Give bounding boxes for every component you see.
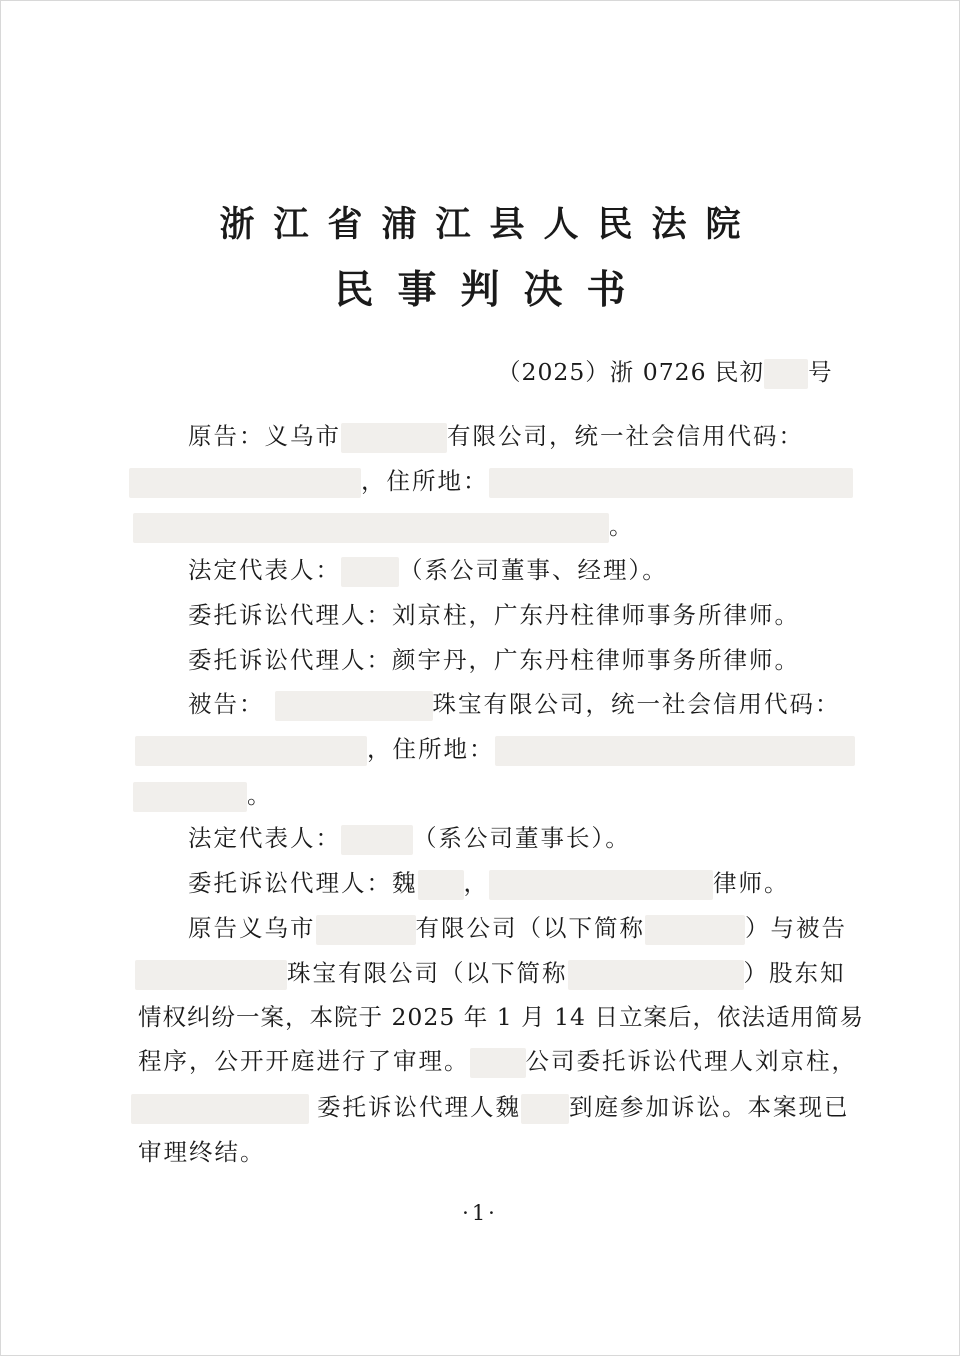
redaction (131, 1094, 309, 1124)
case-number (497, 354, 833, 390)
redaction (418, 870, 464, 900)
defendant-agent-label: 委托诉讼代理人：魏 (188, 869, 418, 897)
body-line-4 (138, 1043, 857, 1079)
defendant-address-label: ，住所地： (367, 735, 495, 763)
plaintiff-address-label: ，住所地： (361, 467, 489, 495)
redaction (489, 468, 853, 498)
redaction (341, 825, 413, 855)
plaintiff-agent-2: 委托诉讼代理人：颜宇丹，广东丹柱律师事务所律师。 (188, 646, 800, 674)
court-name: 浙江省浦江县人民法院 (219, 204, 760, 245)
plaintiff-company-suffix: 有限公司，统一社会信用代码： (447, 422, 804, 450)
body-line-2 (135, 955, 846, 991)
redaction (470, 1048, 526, 1078)
redaction (316, 915, 416, 945)
defendant-agent-sep: ， (463, 869, 489, 897)
plaintiff-address-cont (133, 508, 633, 544)
page-number: ·1· (462, 1201, 498, 1225)
redaction (489, 870, 713, 900)
plaintiff-label: 原告： (188, 422, 265, 450)
plaintiff-rep-label: 法定代表人： (188, 556, 341, 584)
redaction (568, 960, 744, 990)
redaction (341, 557, 399, 587)
defendant-rep-label: 法定代表人： (188, 824, 341, 852)
defendant-rep-role: （系公司董事长）。 (413, 824, 631, 852)
defendant-address-line (135, 731, 855, 767)
plaintiff-agent-1: 委托诉讼代理人：刘京柱，广东丹柱律师事务所律师。 (188, 601, 800, 629)
defendant-address-cont (133, 777, 271, 813)
defendant-label: 被告： (188, 690, 265, 718)
redaction (495, 736, 855, 766)
body-line-3: 情权纠纷一案，本院于 2025 年 1 月 14 日立案后，依法适用简易 (138, 1003, 864, 1031)
plaintiff-line (188, 418, 804, 454)
redaction (275, 691, 433, 721)
body-line-6: 审理终结。 (138, 1138, 266, 1166)
body-text: 珠宝有限公司（以下简称 (287, 959, 568, 987)
redaction (129, 468, 361, 498)
plaintiff-rep-role: （系公司董事、经理）。 (399, 556, 668, 584)
plaintiff-city: 义乌市 (264, 422, 341, 450)
body-line-5 (131, 1089, 850, 1125)
body-text: 公司委托诉讼代理人刘京柱， (525, 1047, 857, 1075)
defendant-agent-end: 律师。 (713, 869, 790, 897)
case-number-prefix: （2025）浙 0726 民初 (497, 358, 765, 386)
body-text: ）股东知 (743, 959, 846, 987)
redaction (135, 960, 287, 990)
case-number-suffix: 号 (808, 358, 833, 386)
defendant-rep-line (188, 820, 631, 856)
redaction (341, 423, 447, 453)
document-type: 民事判决书 (334, 267, 650, 313)
redaction (133, 513, 609, 543)
body-text: 有限公司（以下简称 (415, 914, 645, 942)
redaction (764, 359, 808, 389)
defendant-address-end: 。 (247, 781, 271, 809)
plaintiff-address-line (129, 463, 853, 499)
redaction (645, 915, 745, 945)
body-text: ）与被告 (745, 914, 847, 942)
body-text: 委托诉讼代理人魏 (317, 1093, 521, 1121)
defendant-agent-line (188, 865, 790, 901)
redaction (133, 782, 247, 812)
body-text: 原告义乌市 (188, 914, 316, 942)
plaintiff-address-end: 。 (609, 512, 633, 540)
redaction (135, 736, 367, 766)
redaction (521, 1094, 569, 1124)
body-line-1 (188, 910, 847, 946)
defendant-line (188, 686, 841, 722)
body-text: 到庭参加诉讼。本案现已 (569, 1093, 850, 1121)
defendant-company-suffix: 珠宝有限公司，统一社会信用代码： (432, 690, 841, 718)
plaintiff-rep-line (188, 552, 668, 588)
body-text: 程序，公开开庭进行了审理。 (138, 1047, 470, 1075)
